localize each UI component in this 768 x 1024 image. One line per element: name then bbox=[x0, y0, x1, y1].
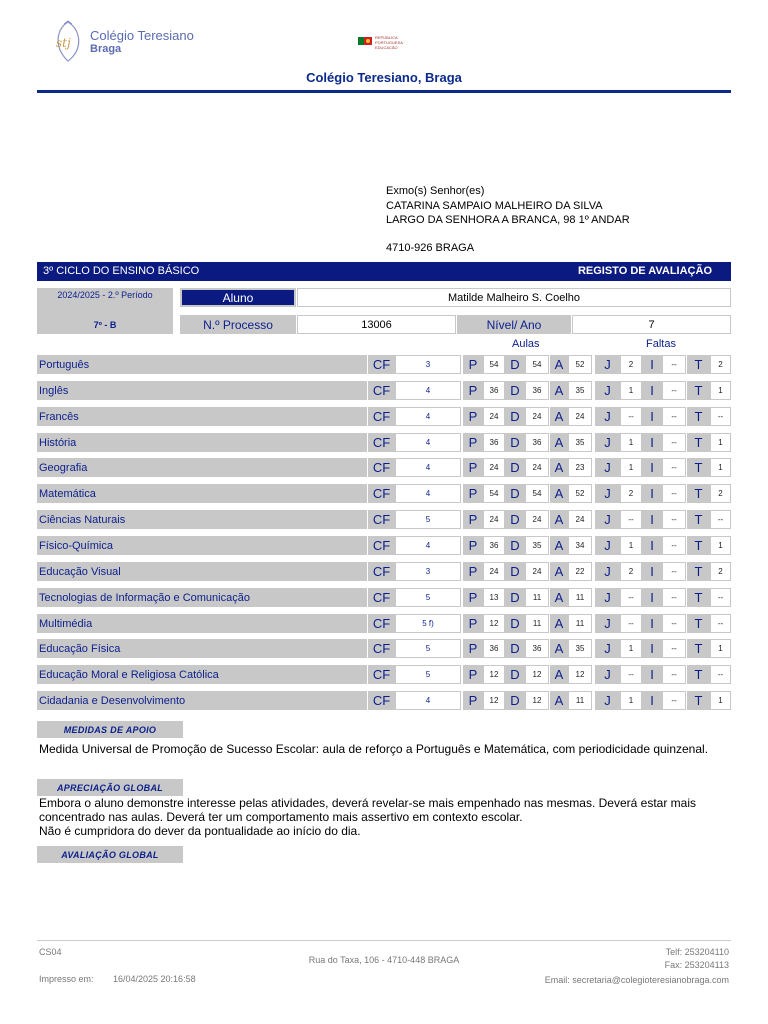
p-letter: P bbox=[463, 458, 483, 477]
footer-rule bbox=[37, 940, 731, 941]
subject-name: Educação Física bbox=[37, 639, 367, 658]
d-letter: D bbox=[505, 665, 525, 684]
p-letter: P bbox=[463, 536, 483, 555]
aluno-label-box bbox=[180, 288, 296, 307]
cf-letter: CF bbox=[368, 407, 395, 426]
title-rule bbox=[37, 90, 731, 93]
cf-value: 4 bbox=[395, 458, 461, 477]
t-letter: T bbox=[687, 433, 710, 452]
d-letter: D bbox=[505, 639, 525, 658]
a-value: 52 bbox=[568, 355, 592, 374]
cf-letter: CF bbox=[368, 484, 395, 503]
d-value: 12 bbox=[525, 665, 549, 684]
j-value: -- bbox=[620, 614, 642, 633]
i-value: -- bbox=[662, 433, 686, 452]
d-value: 11 bbox=[525, 588, 549, 607]
i-value: -- bbox=[662, 536, 686, 555]
p-value: 36 bbox=[483, 639, 505, 658]
a-value: 11 bbox=[568, 588, 592, 607]
a-value: 11 bbox=[568, 614, 592, 633]
t-value: -- bbox=[710, 614, 731, 633]
j-letter: J bbox=[595, 691, 620, 710]
recipient-name: CATARINA SAMPAIO MALHEIRO DA SILVA bbox=[386, 200, 603, 212]
p-value: 36 bbox=[483, 433, 505, 452]
d-letter: D bbox=[505, 433, 525, 452]
j-letter: J bbox=[595, 484, 620, 503]
d-letter: D bbox=[505, 355, 525, 374]
j-letter: J bbox=[595, 510, 620, 529]
class-label: 7º - B bbox=[93, 320, 117, 330]
cf-value: 4 bbox=[395, 536, 461, 555]
t-value: 1 bbox=[710, 691, 731, 710]
d-value: 36 bbox=[525, 381, 549, 400]
d-value: 36 bbox=[525, 639, 549, 658]
footer-printed-value: 16/04/2025 20:16:58 bbox=[113, 974, 196, 984]
a-letter: A bbox=[550, 407, 568, 426]
i-letter: I bbox=[642, 588, 662, 607]
p-value: 24 bbox=[483, 407, 505, 426]
cf-letter: CF bbox=[368, 458, 395, 477]
p-letter: P bbox=[463, 355, 483, 374]
footer-email: Email: secretaria@colegioteresianobraga.com bbox=[544, 975, 729, 985]
cf-value: 5 bbox=[395, 588, 461, 607]
j-value: 1 bbox=[620, 458, 642, 477]
a-value: 35 bbox=[568, 433, 592, 452]
j-value: 2 bbox=[620, 484, 642, 503]
i-value: -- bbox=[662, 665, 686, 684]
t-letter: T bbox=[687, 407, 710, 426]
t-value: -- bbox=[710, 665, 731, 684]
p-value: 12 bbox=[483, 614, 505, 633]
t-value: 2 bbox=[710, 484, 731, 503]
medidas-label: MEDIDAS DE APOIO bbox=[37, 721, 183, 738]
cycle-label: 3º CICLO DO ENSINO BÁSICO bbox=[43, 265, 200, 277]
logo-city: Braga bbox=[90, 43, 122, 55]
i-letter: I bbox=[642, 433, 662, 452]
a-letter: A bbox=[550, 458, 568, 477]
a-value: 34 bbox=[568, 536, 592, 555]
t-value: 1 bbox=[710, 458, 731, 477]
footer-address: Rua do Taxa, 106 - 4710-448 BRAGA bbox=[308, 955, 460, 965]
j-value: -- bbox=[620, 588, 642, 607]
cf-letter: CF bbox=[368, 691, 395, 710]
nivel-value: 7 bbox=[572, 315, 731, 334]
p-letter: P bbox=[463, 665, 483, 684]
a-value: 11 bbox=[568, 691, 592, 710]
a-letter: A bbox=[550, 484, 568, 503]
faltas-header: Faltas bbox=[646, 338, 676, 350]
i-letter: I bbox=[642, 458, 662, 477]
i-value: -- bbox=[662, 458, 686, 477]
d-letter: D bbox=[505, 614, 525, 633]
i-letter: I bbox=[642, 614, 662, 633]
cf-letter: CF bbox=[368, 562, 395, 581]
a-letter: A bbox=[550, 381, 568, 400]
p-value: 36 bbox=[483, 536, 505, 555]
i-letter: I bbox=[642, 407, 662, 426]
d-value: 35 bbox=[525, 536, 549, 555]
p-value: 54 bbox=[483, 484, 505, 503]
t-value: 1 bbox=[710, 433, 731, 452]
p-letter: P bbox=[463, 484, 483, 503]
cf-letter: CF bbox=[368, 614, 395, 633]
i-value: -- bbox=[662, 407, 686, 426]
cf-value: 5 f) bbox=[395, 614, 461, 633]
d-letter: D bbox=[505, 381, 525, 400]
logo-name: Colégio Teresiano bbox=[90, 28, 194, 43]
a-value: 35 bbox=[568, 381, 592, 400]
i-letter: I bbox=[642, 355, 662, 374]
aluno-value: Matilde Malheiro S. Coelho bbox=[297, 288, 731, 307]
j-letter: J bbox=[595, 355, 620, 374]
p-value: 13 bbox=[483, 588, 505, 607]
d-letter: D bbox=[505, 458, 525, 477]
j-letter: J bbox=[595, 536, 620, 555]
avaliacao-label: AVALIAÇÃO GLOBAL bbox=[37, 846, 183, 863]
d-value: 11 bbox=[525, 614, 549, 633]
subject-name: Tecnologias de Informação e Comunicação bbox=[37, 588, 367, 607]
i-value: -- bbox=[662, 691, 686, 710]
subject-name: Inglês bbox=[37, 381, 367, 400]
t-letter: T bbox=[687, 381, 710, 400]
j-letter: J bbox=[595, 407, 620, 426]
j-value: 2 bbox=[620, 355, 642, 374]
a-value: 24 bbox=[568, 407, 592, 426]
d-letter: D bbox=[505, 484, 525, 503]
p-letter: P bbox=[463, 433, 483, 452]
cf-value: 3 bbox=[395, 562, 461, 581]
subject-name: Educação Moral e Religiosa Católica bbox=[37, 665, 367, 684]
j-letter: J bbox=[595, 381, 620, 400]
footer-fax: Fax: 253204113 bbox=[664, 960, 729, 970]
t-value: -- bbox=[710, 510, 731, 529]
apreciacao-text-1: Embora o aluno demonstre interesse pelas atividades, deverá revelar-se mais empenhado nas mesmas. Deverá estar mais concentrado nas aulas. Deverá ter um comportamento mais assertivo em contexto escolar. bbox=[39, 796, 696, 824]
d-letter: D bbox=[505, 536, 525, 555]
p-letter: P bbox=[463, 691, 483, 710]
p-value: 12 bbox=[483, 691, 505, 710]
subject-name: Francês bbox=[37, 407, 367, 426]
a-letter: A bbox=[550, 614, 568, 633]
cf-letter: CF bbox=[368, 381, 395, 400]
j-value: 1 bbox=[620, 691, 642, 710]
footer-code: CS04 bbox=[39, 947, 62, 957]
recipient-salutation: Exmo(s) Senhor(es) bbox=[386, 185, 485, 197]
j-letter: J bbox=[595, 614, 620, 633]
j-letter: J bbox=[595, 433, 620, 452]
t-letter: T bbox=[687, 562, 710, 581]
t-letter: T bbox=[687, 614, 710, 633]
d-value: 54 bbox=[525, 484, 549, 503]
cf-value: 5 bbox=[395, 510, 461, 529]
i-letter: I bbox=[642, 691, 662, 710]
nivel-label: Nível/ Ano bbox=[457, 315, 571, 334]
cf-letter: CF bbox=[368, 639, 395, 658]
j-letter: J bbox=[595, 665, 620, 684]
school-logo bbox=[50, 20, 200, 64]
subject-name: Ciências Naturais bbox=[37, 510, 367, 529]
t-letter: T bbox=[687, 691, 710, 710]
cf-letter: CF bbox=[368, 588, 395, 607]
subject-name: Geografia bbox=[37, 458, 367, 477]
i-letter: I bbox=[642, 484, 662, 503]
t-value: 1 bbox=[710, 381, 731, 400]
a-letter: A bbox=[550, 588, 568, 607]
t-letter: T bbox=[687, 588, 710, 607]
t-value: 2 bbox=[710, 355, 731, 374]
i-value: -- bbox=[662, 614, 686, 633]
processo-label: N.º Processo bbox=[180, 315, 296, 334]
a-letter: A bbox=[550, 665, 568, 684]
t-letter: T bbox=[687, 536, 710, 555]
a-value: 35 bbox=[568, 639, 592, 658]
document-title: Colégio Teresiano, Braga bbox=[306, 70, 462, 85]
i-value: -- bbox=[662, 562, 686, 581]
t-value: 2 bbox=[710, 562, 731, 581]
subject-name: Cidadania e Desenvolvimento bbox=[37, 691, 367, 710]
j-value: -- bbox=[620, 510, 642, 529]
period-label: 2024/2025 - 2.º Período bbox=[57, 290, 153, 300]
p-letter: P bbox=[463, 407, 483, 426]
cf-value: 5 bbox=[395, 665, 461, 684]
logo-monogram: stj bbox=[56, 36, 71, 50]
footer-phone: Telf: 253204110 bbox=[665, 947, 729, 957]
j-letter: J bbox=[595, 562, 620, 581]
cf-value: 5 bbox=[395, 639, 461, 658]
p-letter: P bbox=[463, 562, 483, 581]
d-letter: D bbox=[505, 691, 525, 710]
processo-value: 13006 bbox=[297, 315, 456, 334]
i-value: -- bbox=[662, 639, 686, 658]
cf-value: 3 bbox=[395, 355, 461, 374]
t-letter: T bbox=[687, 355, 710, 374]
i-letter: I bbox=[642, 510, 662, 529]
a-value: 12 bbox=[568, 665, 592, 684]
p-letter: P bbox=[463, 639, 483, 658]
j-value: -- bbox=[620, 407, 642, 426]
i-value: -- bbox=[662, 510, 686, 529]
cf-letter: CF bbox=[368, 536, 395, 555]
p-value: 24 bbox=[483, 510, 505, 529]
a-letter: A bbox=[550, 639, 568, 658]
p-letter: P bbox=[463, 614, 483, 633]
a-letter: A bbox=[550, 433, 568, 452]
cf-letter: CF bbox=[368, 433, 395, 452]
medidas-text: Medida Universal de Promoção de Sucesso Escolar: aula de reforço a Português e Matemática, com periodicidade quinzenal. bbox=[39, 742, 709, 756]
d-value: 24 bbox=[525, 510, 549, 529]
t-value: 1 bbox=[710, 639, 731, 658]
j-value: -- bbox=[620, 665, 642, 684]
register-label: REGISTO DE AVALIAÇÃO bbox=[577, 265, 712, 277]
subject-name: Físico-Química bbox=[37, 536, 367, 555]
apreciacao-text-2: Não é cumpridora do dever da pontualidade ao início do dia. bbox=[39, 824, 361, 838]
a-value: 24 bbox=[568, 510, 592, 529]
subject-name: Português bbox=[37, 355, 367, 374]
cf-value: 4 bbox=[395, 691, 461, 710]
j-letter: J bbox=[595, 639, 620, 658]
t-letter: T bbox=[687, 510, 710, 529]
d-value: 24 bbox=[525, 407, 549, 426]
j-value: 2 bbox=[620, 562, 642, 581]
d-letter: D bbox=[505, 562, 525, 581]
i-letter: I bbox=[642, 562, 662, 581]
t-letter: T bbox=[687, 458, 710, 477]
a-value: 22 bbox=[568, 562, 592, 581]
cf-value: 4 bbox=[395, 484, 461, 503]
a-value: 52 bbox=[568, 484, 592, 503]
t-letter: T bbox=[687, 665, 710, 684]
d-value: 24 bbox=[525, 458, 549, 477]
cf-letter: CF bbox=[368, 355, 395, 374]
i-letter: I bbox=[642, 639, 662, 658]
t-value: -- bbox=[710, 588, 731, 607]
recipient-street: LARGO DA SENHORA A BRANCA, 98 1º ANDAR bbox=[386, 214, 630, 226]
i-letter: I bbox=[642, 381, 662, 400]
a-letter: A bbox=[550, 510, 568, 529]
footer-printed-label: Impresso em: bbox=[39, 974, 94, 984]
t-value: -- bbox=[710, 407, 731, 426]
p-value: 24 bbox=[483, 458, 505, 477]
d-value: 12 bbox=[525, 691, 549, 710]
i-value: -- bbox=[662, 588, 686, 607]
p-value: 54 bbox=[483, 355, 505, 374]
i-value: -- bbox=[662, 381, 686, 400]
j-letter: J bbox=[595, 588, 620, 607]
a-letter: A bbox=[550, 355, 568, 374]
a-value: 23 bbox=[568, 458, 592, 477]
recipient-postal: 4710-926 BRAGA bbox=[386, 242, 475, 254]
d-value: 54 bbox=[525, 355, 549, 374]
i-letter: I bbox=[642, 536, 662, 555]
p-value: 24 bbox=[483, 562, 505, 581]
d-letter: D bbox=[505, 407, 525, 426]
t-value: 1 bbox=[710, 536, 731, 555]
j-value: 1 bbox=[620, 536, 642, 555]
cf-letter: CF bbox=[368, 510, 395, 529]
a-letter: A bbox=[550, 562, 568, 581]
p-letter: P bbox=[463, 588, 483, 607]
d-value: 24 bbox=[525, 562, 549, 581]
subject-name: Multimédia bbox=[37, 614, 367, 633]
gov-logo-text: REPÚBLICA PORTUGUESA · EDUCAÇÃO bbox=[375, 35, 406, 49]
d-value: 36 bbox=[525, 433, 549, 452]
j-value: 1 bbox=[620, 381, 642, 400]
d-letter: D bbox=[505, 510, 525, 529]
a-letter: A bbox=[550, 536, 568, 555]
section-header-bar bbox=[37, 262, 731, 281]
government-logo bbox=[358, 35, 408, 49]
d-letter: D bbox=[505, 588, 525, 607]
aulas-header: Aulas bbox=[512, 338, 540, 350]
cf-value: 4 bbox=[395, 381, 461, 400]
p-letter: P bbox=[463, 381, 483, 400]
j-value: 1 bbox=[620, 433, 642, 452]
p-value: 36 bbox=[483, 381, 505, 400]
t-letter: T bbox=[687, 639, 710, 658]
subject-name: Educação Visual bbox=[37, 562, 367, 581]
j-letter: J bbox=[595, 458, 620, 477]
i-value: -- bbox=[662, 355, 686, 374]
subject-name: História bbox=[37, 433, 367, 452]
t-letter: T bbox=[687, 484, 710, 503]
j-value: 1 bbox=[620, 639, 642, 658]
cf-value: 4 bbox=[395, 433, 461, 452]
apreciacao-label: APRECIAÇÃO GLOBAL bbox=[37, 779, 183, 796]
i-value: -- bbox=[662, 484, 686, 503]
p-letter: P bbox=[463, 510, 483, 529]
subject-name: Matemática bbox=[37, 484, 367, 503]
cf-letter: CF bbox=[368, 665, 395, 684]
cf-value: 4 bbox=[395, 407, 461, 426]
i-letter: I bbox=[642, 665, 662, 684]
a-letter: A bbox=[550, 691, 568, 710]
aluno-label: Aluno bbox=[182, 290, 294, 305]
p-value: 12 bbox=[483, 665, 505, 684]
